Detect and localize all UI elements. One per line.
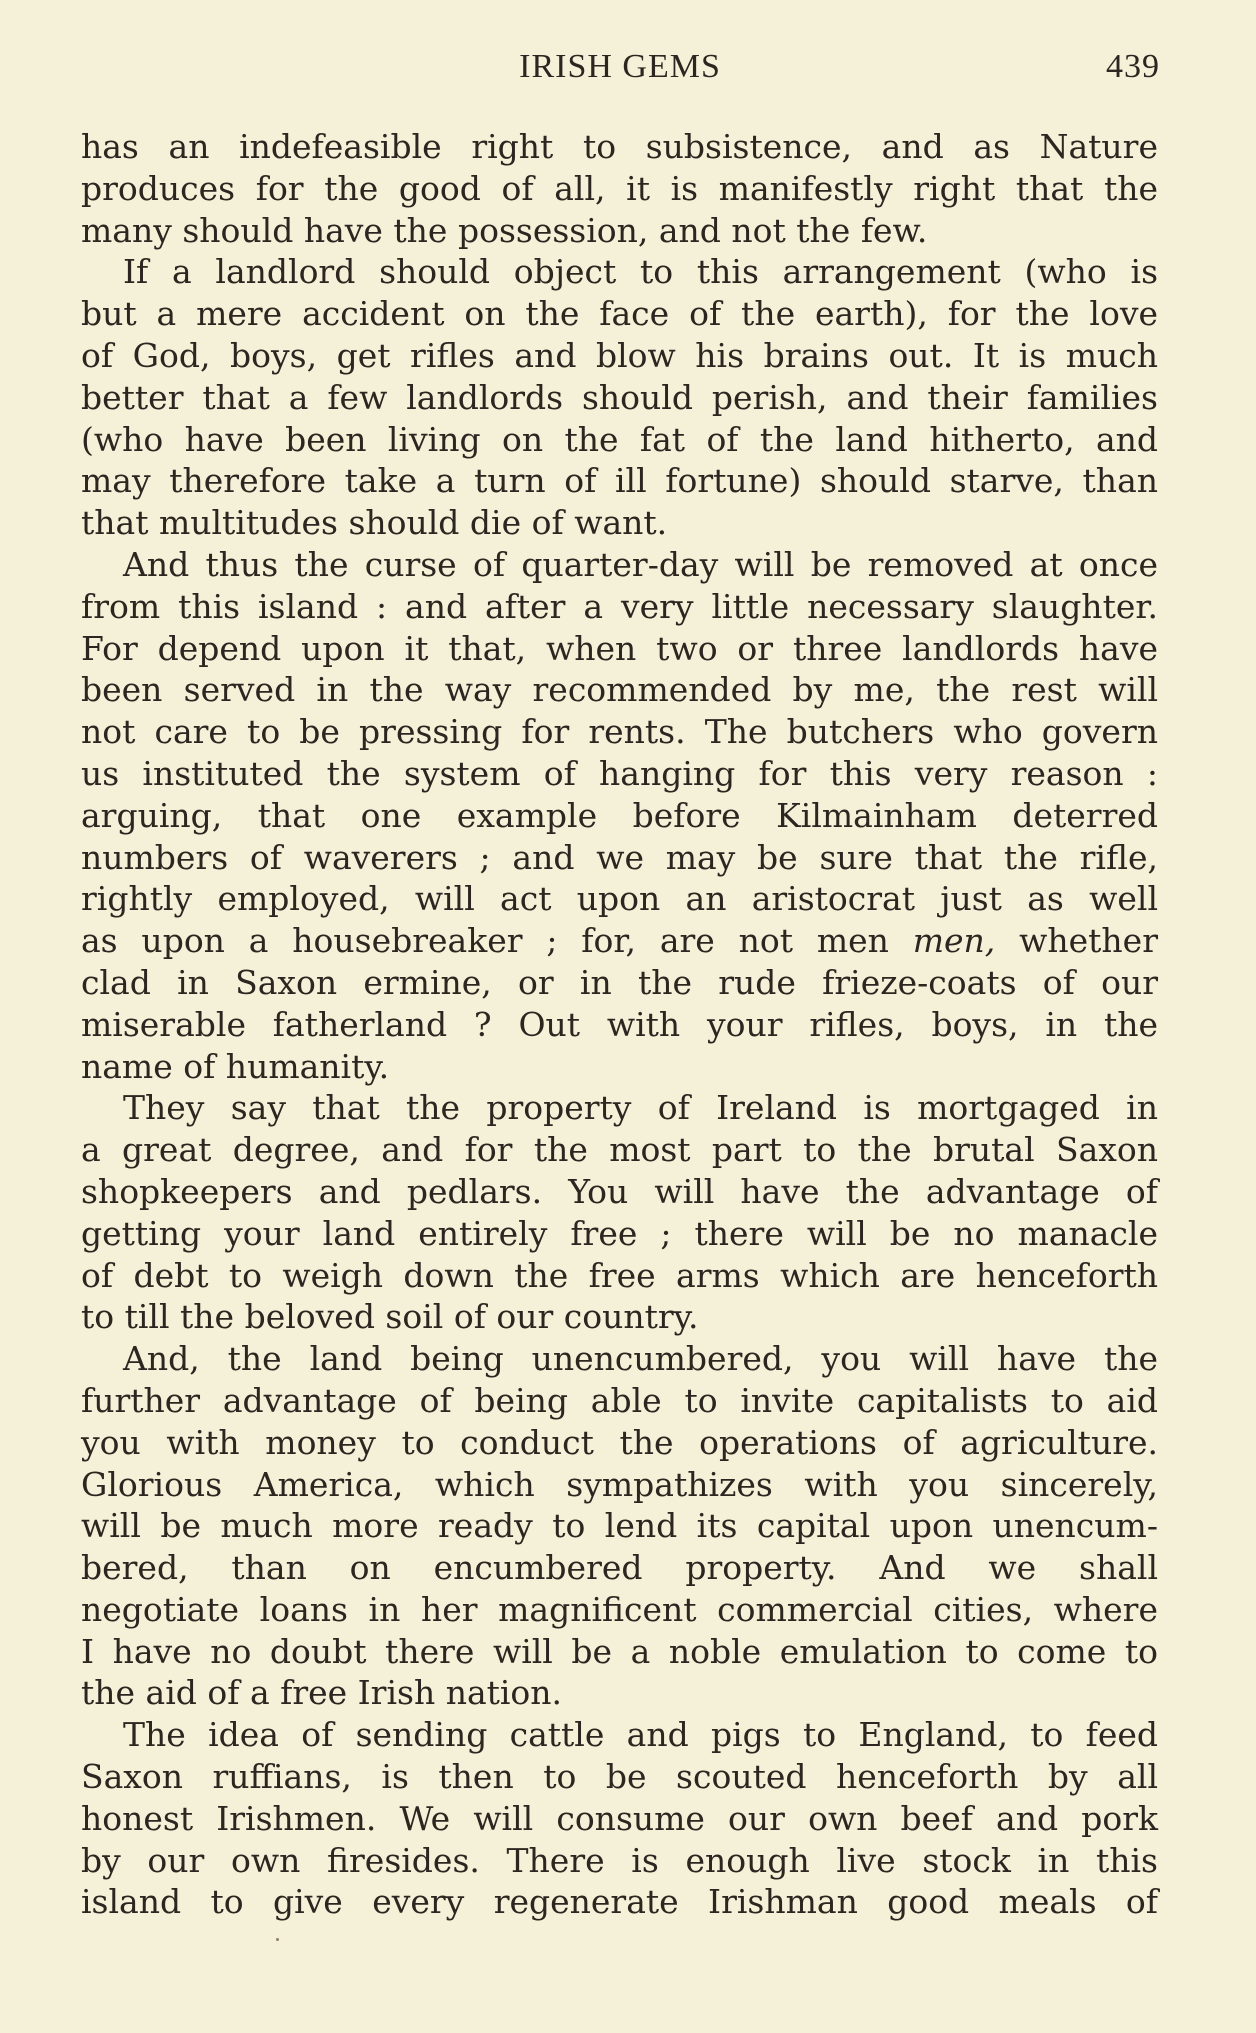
text-line: negotiate loans in her magnificent commercial cities, where — [81, 1589, 1158, 1629]
text-line: better that a few landlords should perish, and their families — [81, 377, 1158, 417]
line-segment: whether — [995, 921, 1158, 961]
text-line: Glorious America, which sympathizes with you sincerely, — [81, 1464, 1158, 1504]
text-line: clad in Saxon ermine, or in the rude frieze-coats of our — [81, 962, 1158, 1002]
text-line: has an indefeasible right to subsistence, and as Nature — [81, 127, 1158, 166]
text-line: to till the beloved soil of our country. — [81, 1297, 699, 1337]
text-line: honest Irishmen. We will consume our own beef and pork — [81, 1798, 1158, 1838]
text-line: I have no doubt there will be a noble emulation to come to — [81, 1631, 1158, 1671]
text-line: not care to be pressing for rents. The butchers who govern — [81, 712, 1158, 752]
paragraph-first-line: The idea of sending cattle and pigs to England, to feed — [123, 1715, 1158, 1755]
text-line: numbers of waverers ; and we may be sure that the rifle, — [81, 837, 1158, 877]
text-line: (who have been living on the fat of the land hitherto, and — [81, 419, 1158, 459]
paragraph-first-line: If a landlord should object to this arrangement (who is — [123, 252, 1158, 292]
text-line: arguing, that one example before Kilmainham deterred — [81, 795, 1158, 835]
text-line: by our own firesides. There is enough live stock in this — [81, 1840, 1158, 1880]
text-line: a great degree, and for the most part to the brutal Saxon — [81, 1130, 1158, 1170]
text-line: will be much more ready to lend its capital upon unencum- — [81, 1506, 1158, 1546]
print-speck — [276, 1938, 279, 1941]
running-head — [80, 48, 1160, 92]
text-line: that multitudes should die of want. — [81, 503, 668, 543]
text-line: produces for the good of all, it is manifestly right that the — [81, 168, 1158, 208]
emphasized-word: men, — [912, 921, 996, 961]
text-line: of God, boys, get rifles and blow his brains out. It is much — [81, 335, 1158, 375]
line-segment: as upon a housebreaker ; for, are not men — [81, 921, 913, 961]
text-line: but a mere accident on the face of the earth), for the love — [81, 294, 1158, 334]
paragraph-first-line: And thus the curse of quarter-day will be removed at once — [123, 544, 1158, 584]
text-line: you with money to conduct the operations of agriculture. — [81, 1422, 1158, 1462]
text-line: getting your land entirely free ; there will be no manacle — [81, 1213, 1158, 1253]
running-title: IRISH GEMS — [519, 48, 721, 85]
paragraph-first-line: And, the land being unencumbered, you will have the — [123, 1339, 1158, 1379]
text-line: the aid of a free Irish nation. — [81, 1673, 563, 1713]
text-line: shopkeepers and pedlars. You will have the advantage of — [81, 1171, 1158, 1211]
text-line: many should have the possession, and not the few. — [81, 210, 928, 250]
text-line: name of humanity. — [81, 1046, 390, 1086]
text-line: island to give every regenerate Irishman good meals of — [81, 1882, 1158, 1922]
text-line: from this island : and after a very little necessary slaughter. — [81, 586, 1158, 626]
paragraph-first-line: They say that the property of Ireland is mortgaged in — [123, 1088, 1158, 1128]
text-line: rightly employed, will act upon an aristocrat just as well — [81, 879, 1158, 919]
text-line: of debt to weigh down the free arms which are henceforth — [81, 1255, 1158, 1295]
text-line: been served in the way recommended by me, the rest will — [81, 670, 1158, 710]
text-line: miserable fatherland ? Out with your rifles, boys, in the — [81, 1004, 1158, 1044]
text-line: bered, than on encumbered property. And we shall — [81, 1548, 1158, 1588]
text-line-with-emphasis — [81, 920, 1158, 962]
text-line: further advantage of being able to invite capitalists to aid — [81, 1380, 1158, 1420]
page-number: 439 — [1106, 48, 1160, 85]
text-line: Saxon ruffians, is then to be scouted henceforth by all — [81, 1757, 1158, 1797]
body-text — [81, 126, 1158, 1923]
text-line: For depend upon it that, when two or three landlords have — [81, 628, 1158, 668]
text-line: may therefore take a turn of ill fortune) should starve, than — [81, 461, 1158, 501]
text-line: us instituted the system of hanging for this very reason : — [81, 753, 1158, 793]
